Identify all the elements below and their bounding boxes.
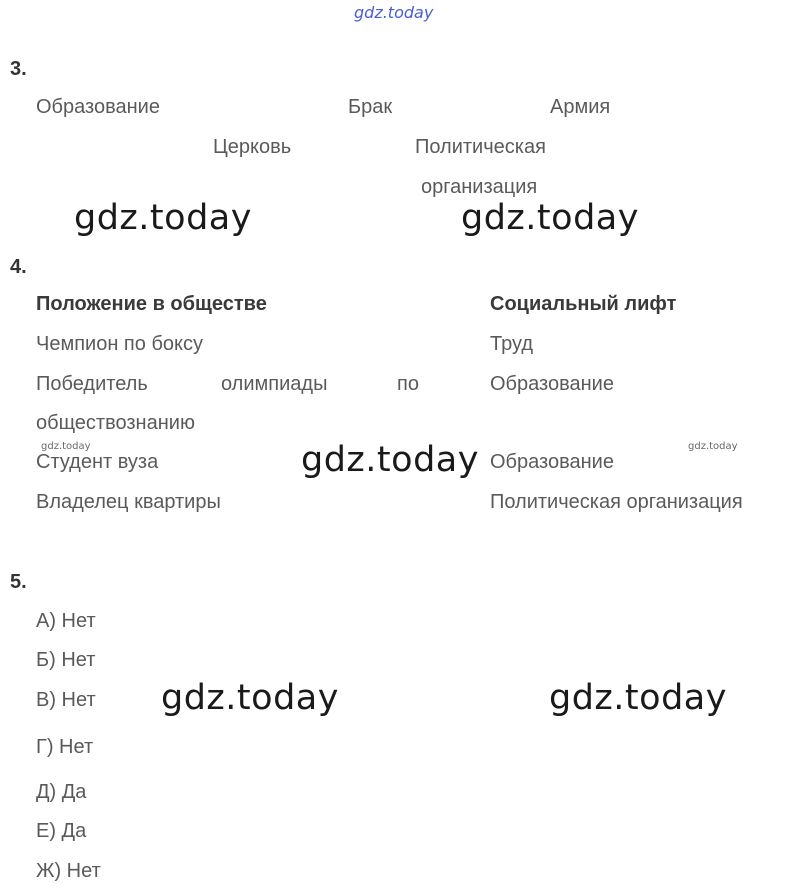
row-left-word: по <box>397 373 419 395</box>
column-header-position: Положение в обществе <box>36 293 267 315</box>
watermark-top: gdz.today <box>354 3 434 22</box>
item-church: Церковь <box>213 136 292 158</box>
watermark-small: gdz.today <box>41 441 91 452</box>
answer-v: В) Нет <box>36 689 96 711</box>
item-organization: организация <box>421 176 538 198</box>
item-marriage: Брак <box>348 96 393 118</box>
section-4-number: 4. <box>10 256 27 278</box>
row-right: Образование <box>490 451 614 473</box>
row-right: Труд <box>490 333 533 355</box>
answer-g: Г) Нет <box>36 736 94 758</box>
row-right: Политическая организация <box>490 491 743 513</box>
row-left-word: олимпиады <box>221 373 328 395</box>
watermark-big: gdz.today <box>301 440 479 480</box>
answer-a: А) Нет <box>36 610 96 632</box>
row-left-continuation: обществознанию <box>36 412 195 434</box>
watermark-big: gdz.today <box>161 678 339 718</box>
watermark-big: gdz.today <box>461 198 639 238</box>
answer-e: Е) Да <box>36 820 87 842</box>
section-5-number: 5. <box>10 571 27 593</box>
watermark-big: gdz.today <box>74 198 252 238</box>
row-left: Чемпион по боксу <box>36 333 203 355</box>
answer-d: Д) Да <box>36 781 87 803</box>
watermark-big: gdz.today <box>549 678 727 718</box>
row-right: Образование <box>490 373 614 395</box>
column-header-lift: Социальный лифт <box>490 293 677 315</box>
item-political: Политическая <box>415 136 546 158</box>
answer-zh: Ж) Нет <box>36 860 101 882</box>
item-education: Образование <box>36 96 160 118</box>
row-left: Владелец квартиры <box>36 491 221 513</box>
row-left: Студент вуза <box>36 451 159 473</box>
answer-b: Б) Нет <box>36 649 96 671</box>
section-3-number: 3. <box>10 58 27 80</box>
watermark-small: gdz.today <box>688 441 738 452</box>
row-left-word: Победитель <box>36 373 148 395</box>
item-army: Армия <box>550 96 611 118</box>
